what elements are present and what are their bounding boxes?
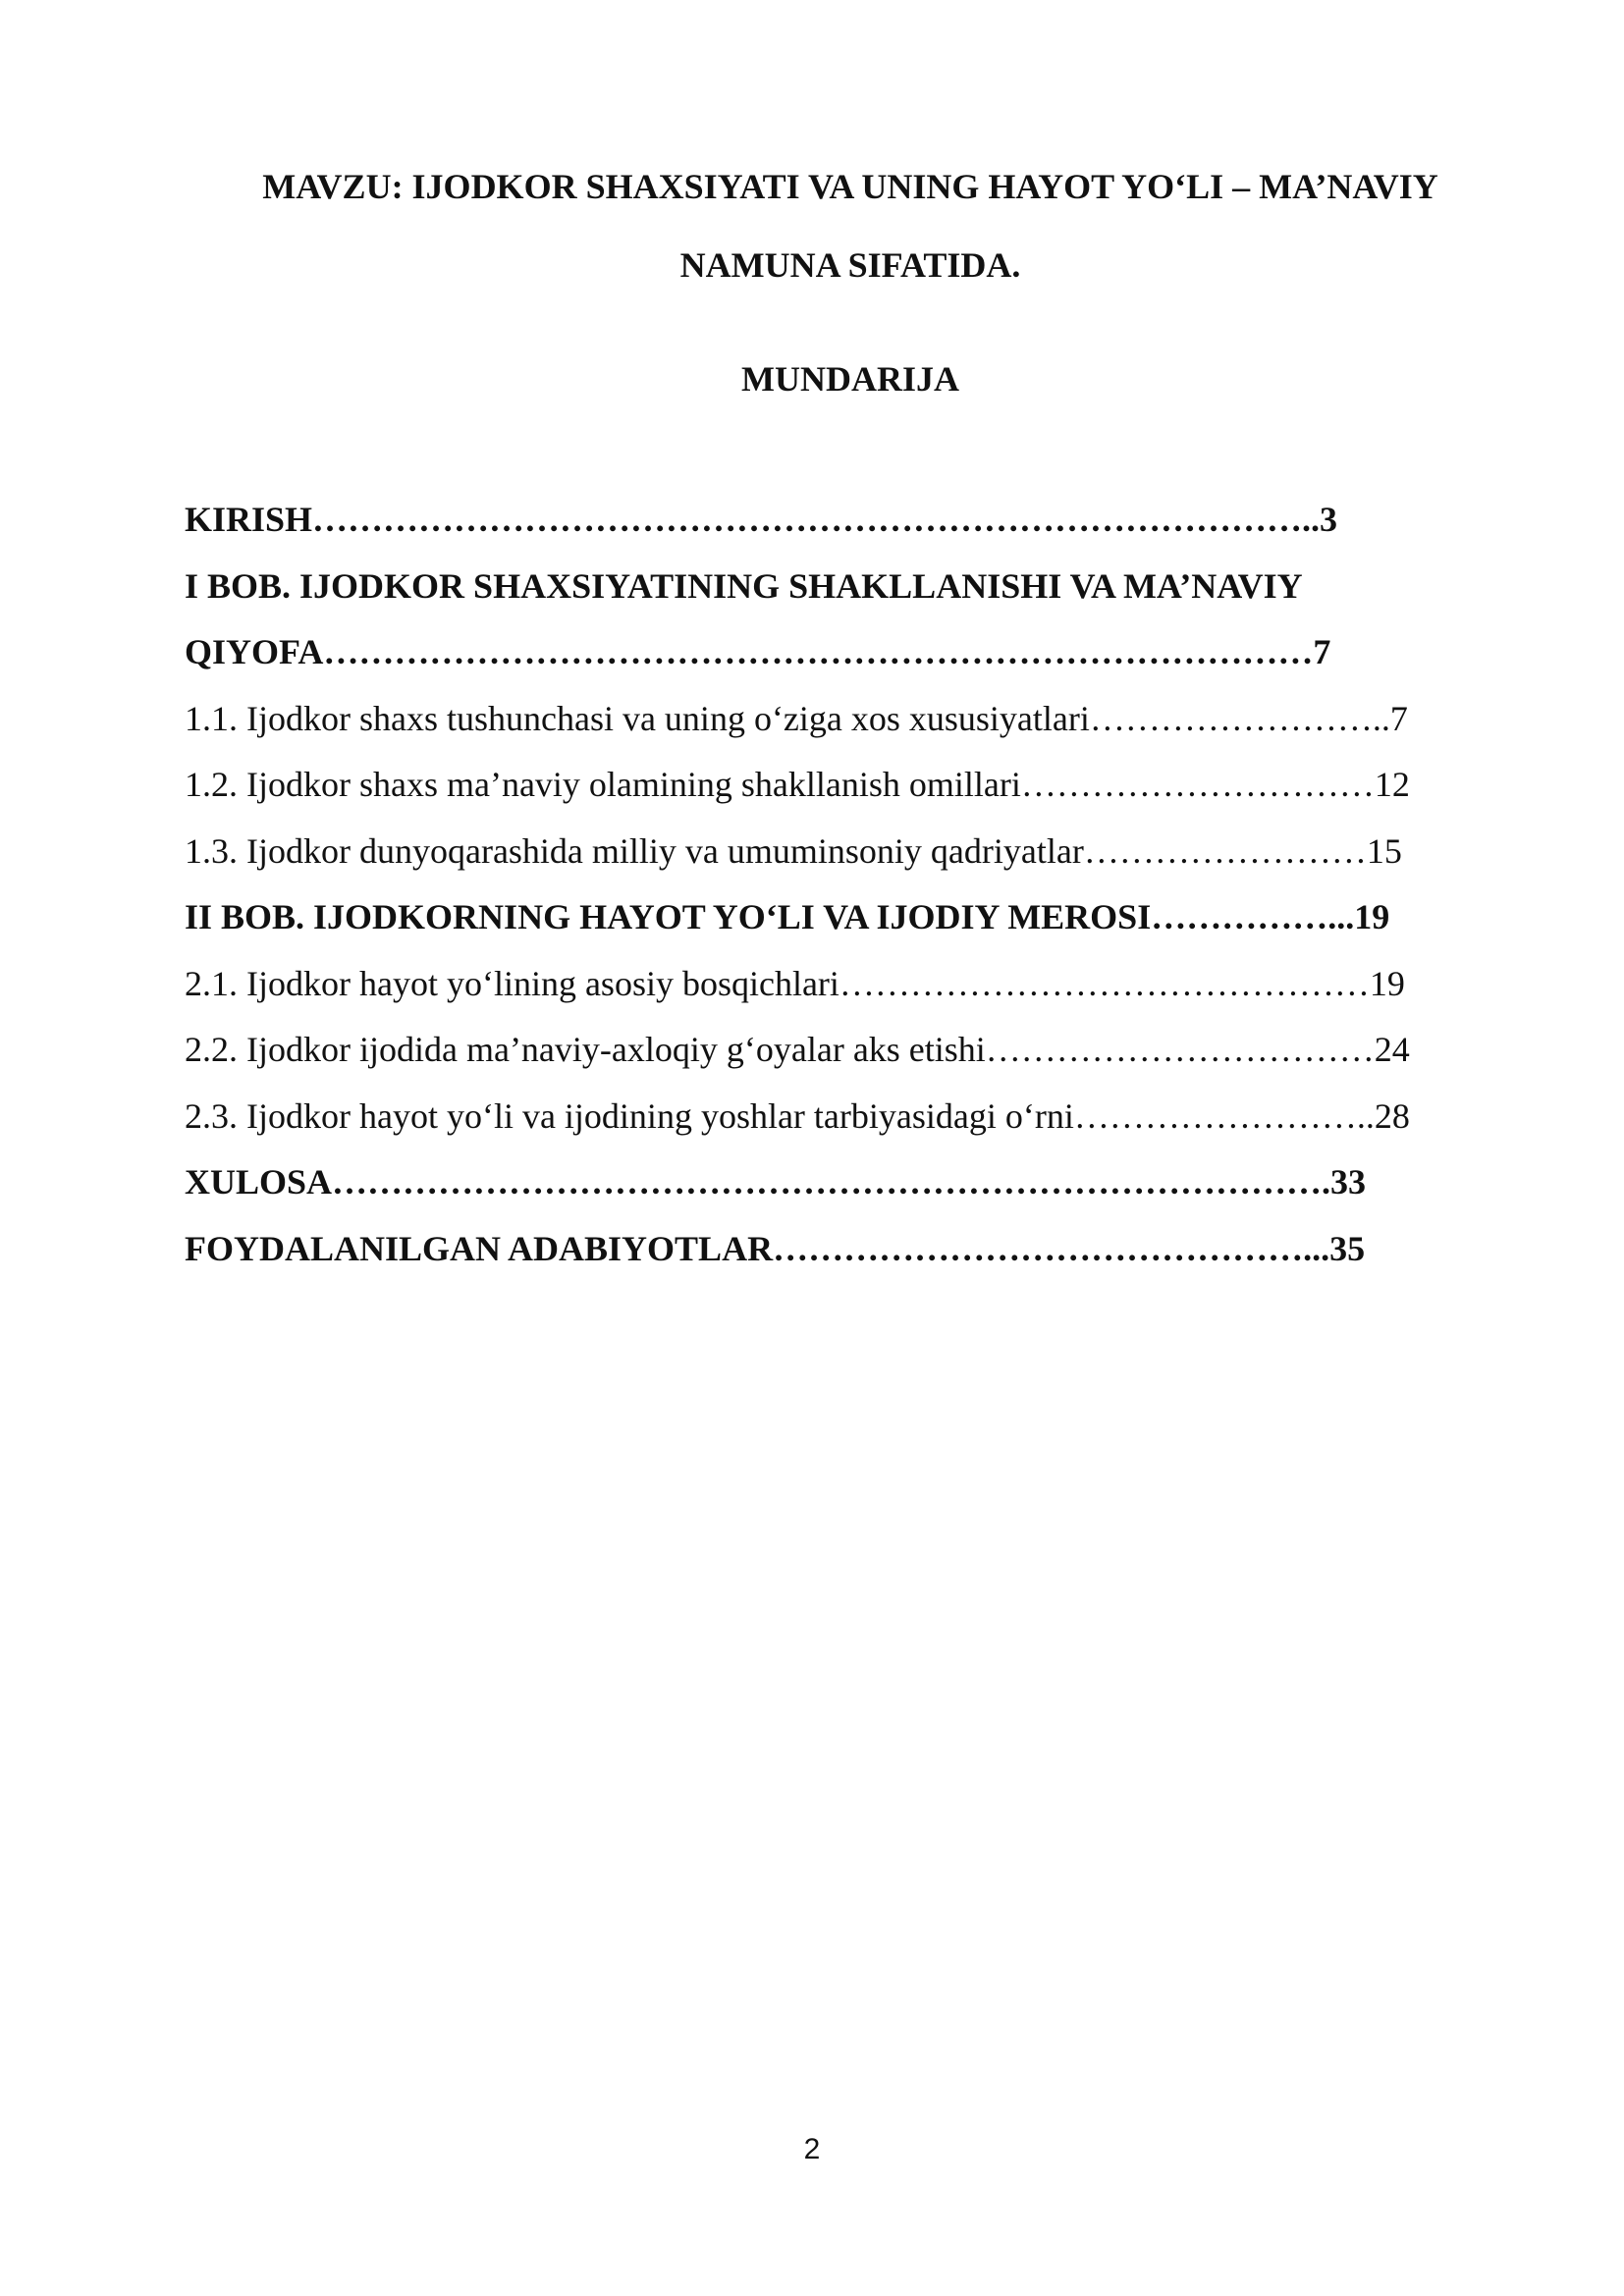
toc-entry-section-1-3: 1.3. Ijodkor dunyoqarashida milliy va umuminsoniy qadriyatlar……………………15	[185, 830, 1402, 871]
toc-entry-chapter-2: II BOB. IJODKORNING HAYOT YO‘LI VA IJODIY MEROSI……………...19	[185, 897, 1390, 936]
table-of-contents-title: MUNDARIJA	[741, 359, 959, 399]
table-of-contents	[185, 487, 1516, 1282]
document-topic: MAVZU: IJODKOR SHAXSIYATI VA UNING HAYOT YO‘LI – MA’NAVIY NAMUNA SIFATIDA.	[262, 167, 1438, 285]
toc-entry-section-2-1: 2.1. Ijodkor hayot yo‘lining asosiy bosqichlari………………………………………19	[185, 963, 1405, 1003]
toc-entry-chapter-1-line-1: I BOB. IJODKOR SHAXSIYATINING SHAKLLANISHI VA MA’NAVIY	[185, 565, 1303, 606]
toc-entry-references: FOYDALANILGAN ADABIYOTLAR………………………………………...35	[185, 1228, 1366, 1268]
toc-entry-section-1-1: 1.1. Ijodkor shaxs tushunchasi va uning o‘ziga xos xususiyatlari……………………..7	[185, 698, 1408, 738]
page-number: 2	[803, 2133, 821, 2165]
toc-entry-section-2-3: 2.3. Ijodkor hayot yo‘li va ijodining yoshlar tarbiyasidagi o‘rni……………………..28	[185, 1095, 1410, 1136]
toc-entry-xulosa: XULOSA………………………………………………………………………….33	[185, 1162, 1367, 1201]
toc-entry-chapter-1-line-2: QIYOFA…………………………………………………………………………7	[185, 632, 1331, 671]
toc-entry-section-1-2: 1.2. Ijodkor shaxs ma’naviy olamining shakllanish omillari…………………………12	[185, 765, 1410, 804]
toc-entry-kirish: KIRISH…………………………………………………………………………..3	[185, 500, 1338, 539]
toc-entry-section-2-2: 2.2. Ijodkor ijodida ma’naviy-axloqiy g‘oyalar aks etishi……………………………24	[185, 1030, 1410, 1069]
